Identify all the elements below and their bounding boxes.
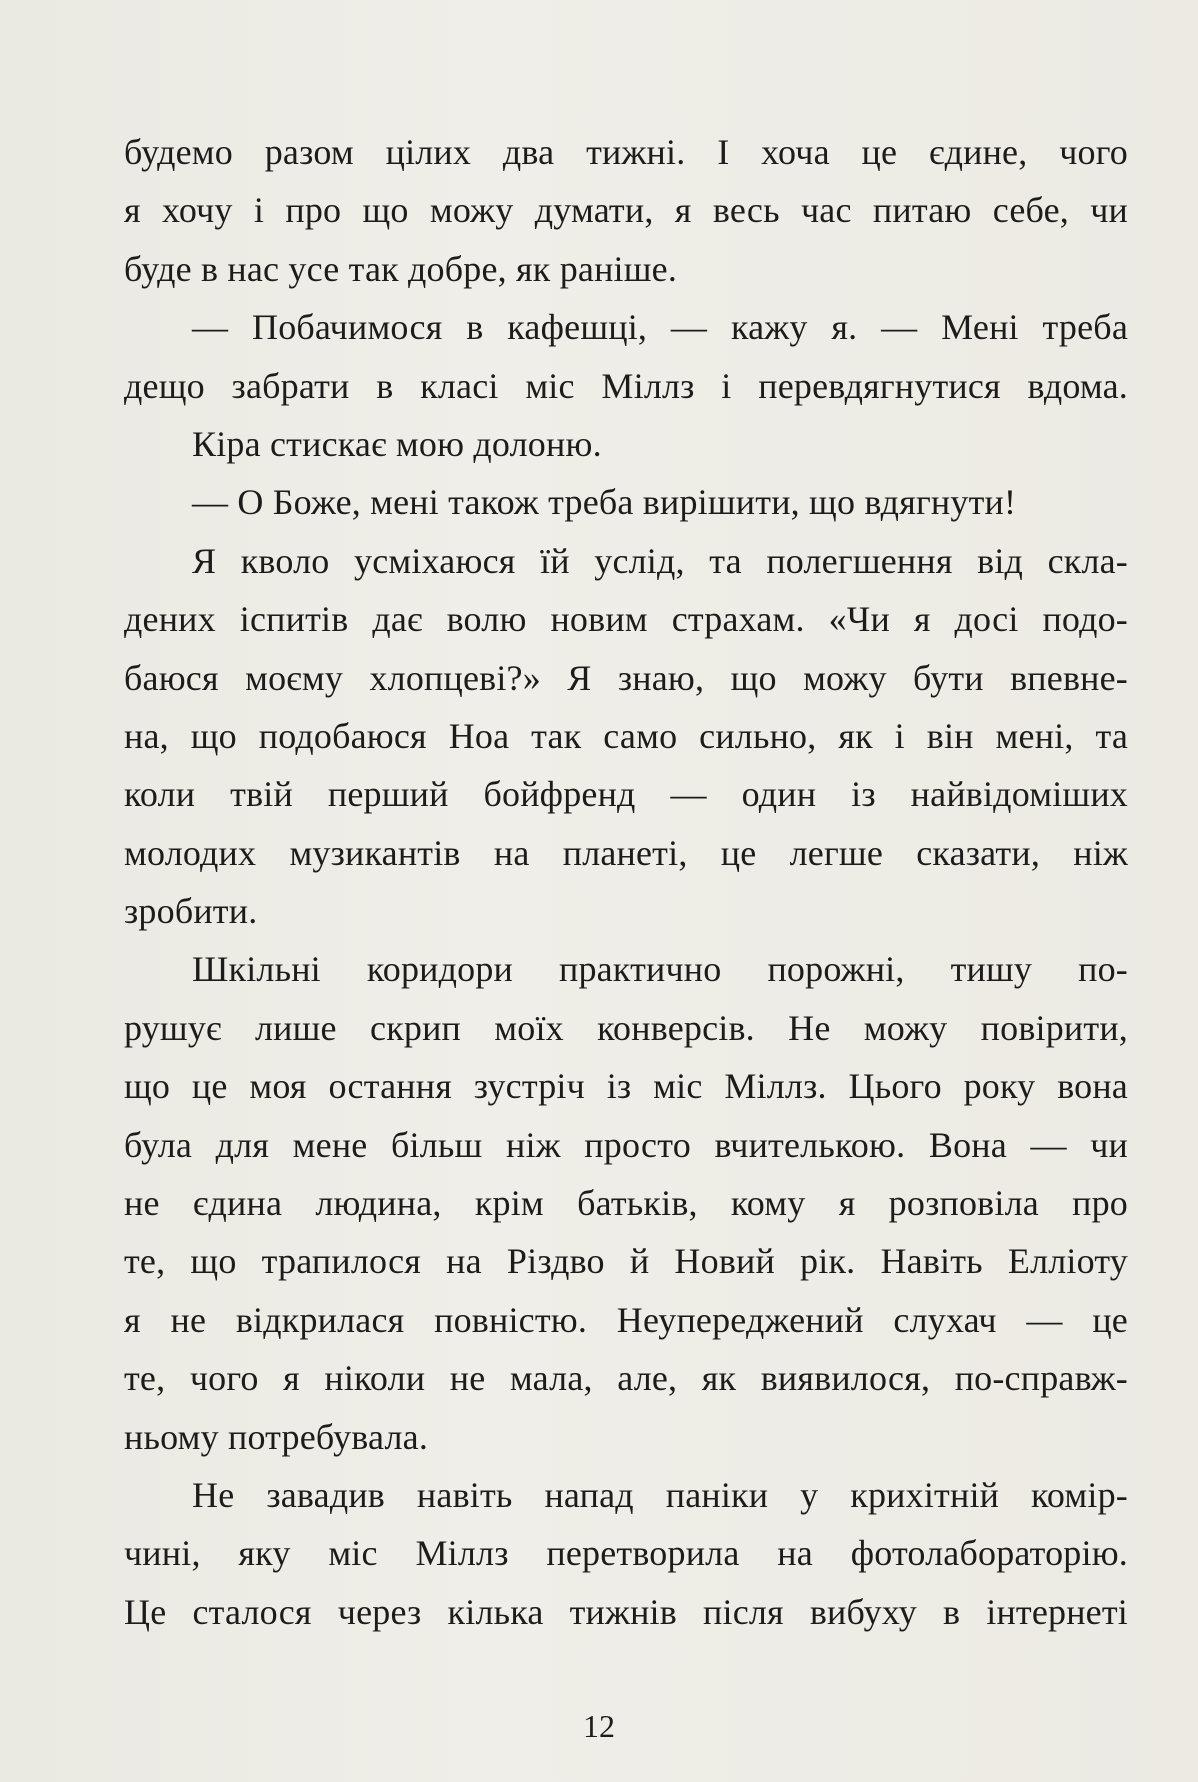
text-line: зробити. [124, 891, 258, 932]
text-line: те, чого я ніколи не мала, але, як виявилося, по-справж- [124, 1358, 1128, 1399]
text-line: рушує лише скрип моїх конверсів. Не можу повірити, [124, 1007, 1128, 1048]
text-line: Кіра стискає мою долоню. [192, 423, 602, 464]
text-line: баюся моєму хлопцеві?» Я знаю, що можу бути впевне- [124, 657, 1128, 698]
text-line: те, що трапилося на Різдво й Новий рік. Навіть Елліоту [124, 1241, 1128, 1282]
text-line: — Побачимося в кафешці, — кажу я. — Мені треба [192, 307, 1128, 348]
text-line: буде в нас усе так добре, як раніше. [124, 248, 678, 289]
text-line: Шкільні коридори практично порожні, тишу по- [192, 949, 1128, 990]
text-line: не єдина людина, крім батьків, кому я розповіла про [124, 1183, 1128, 1224]
text-line: дених іспитів дає волю новим страхам. «Чи я досі подо- [124, 599, 1128, 640]
text-line: була для мене більш ніж просто вчителькою. Вона — чи [124, 1124, 1128, 1165]
text-line: я не відкрилася повністю. Неупереджений слухач — це [124, 1299, 1128, 1340]
text-line: молодих музикантів на планеті, це легше сказати, ніж [124, 832, 1128, 873]
text-line: дещо забрати в класі міс Міллз і перевдягнутися вдома. [124, 365, 1128, 406]
text-line: на, що подобаюся Ноа так само сильно, як і він мені, та [124, 715, 1128, 756]
page-number: 12 [583, 1708, 615, 1744]
text-line: Це сталося через кілька тижнів після вибуху в інтернеті [124, 1591, 1128, 1632]
text-line: я хочу і про що можу думати, я весь час питаю себе, чи [124, 190, 1128, 231]
text-line: Я кволо усміхаюся їй услід, та полегшення від скла- [192, 540, 1128, 581]
text-line: чині, яку міс Міллз перетворила на фотолабораторію. [124, 1533, 1128, 1574]
text-line: будемо разом цілих два тижні. І хоча це єдине, чого [124, 132, 1128, 172]
body-text [124, 123, 1128, 1641]
text-line: що це моя остання зустріч із міс Міллз. Цього року вона [124, 1066, 1128, 1107]
text-line: Не завадив навіть напад паніки у крихітній комір- [192, 1474, 1128, 1515]
text-line: коли твій перший бойфренд — один із найвідоміших [124, 774, 1128, 815]
text-line: ньому потребувала. [124, 1416, 429, 1457]
text-line: — О Боже, мені також треба вирішити, що вдягнути! [192, 482, 1017, 523]
